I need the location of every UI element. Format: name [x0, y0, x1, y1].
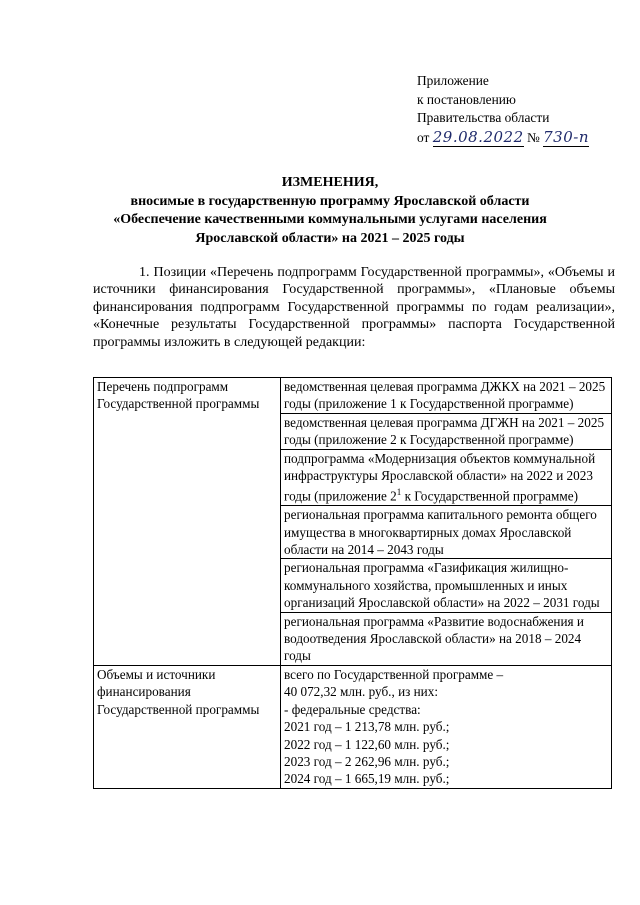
subprogram-cell: региональная программа «Газификация жилищно-коммунального хозяйства, промышленных и иных организаций Ярославской области» на 2022 – 2031 годы — [281, 559, 612, 612]
funding-line: 2024 год – 1 665,19 млн. руб.; — [284, 771, 450, 787]
annex-line-1: Приложение — [417, 73, 489, 88]
subprogram-cell: региональная программа «Развитие водоснабжения и водоотведения Ярославской области» на 2018 – 2024 годы — [281, 612, 612, 665]
funding-line: 2023 год – 2 262,96 млн. руб.; — [284, 753, 450, 769]
passport-table — [93, 377, 612, 789]
from-label: от — [417, 129, 430, 145]
annex-line-3: Правительства области — [417, 110, 550, 125]
table-row — [94, 378, 612, 414]
title-line-4: Ярославской области» на 2021 – 2025 годы — [195, 230, 465, 246]
funding-line: - федеральные средства: — [284, 701, 421, 717]
funding-line: 2022 год – 1 122,60 млн. руб.; — [284, 736, 450, 752]
subprogram-cell: ведомственная целевая программа ДГЖН на 2021 – 2025 годы (приложение 2 к Государственной программе) — [281, 413, 612, 449]
row-label-funding: Объемы и источники финансирования Государственной программы — [94, 665, 281, 788]
funding-line: 2021 год – 1 213,78 млн. руб.; — [284, 719, 450, 735]
title-line-2: вносимые в государственную программу Ярославской области — [130, 193, 530, 209]
title-line-3: «Обеспечение качественными коммунальными услугами населения — [113, 212, 547, 227]
subprogram-cell: подпрограмма «Модернизация объектов коммунальной инфраструктуры Ярославской области» на 2022 и 2023 годы (приложение $2^1$ к Государственной программе) — [281, 449, 612, 506]
annex-line-2: к постановлению — [417, 91, 516, 107]
funding-line: всего по Государственной программе – — [284, 666, 504, 682]
superscript-one: 1 — [396, 487, 402, 498]
handwritten-number: 730-п — [543, 127, 589, 146]
funding-cell — [281, 665, 612, 788]
row-label-subprograms: Перечень подпрограмм Государственной программы — [94, 378, 281, 666]
title-line-1: ИЗМЕНЕНИЯ, — [281, 175, 379, 190]
annex-block — [417, 72, 589, 147]
intro-paragraph: 1. Позиции «Перечень подпрограмм Государственной программы», «Объемы и источники финансирования Государственной программы», «Плановые объемы финансирования подпрограмм Государственной программы по годам реализации», «Конечные результаты Государственной программы» паспорта Государственной программы изложить в следующей редакции: — [93, 265, 615, 350]
funding-line: 40 072,32 млн. руб., из них: — [284, 684, 438, 700]
number-label: № — [526, 129, 540, 145]
subprogram-cell: ведомственная целевая программа ДЖКХ на 2021 – 2025 годы (приложение 1 к Государственной программе) — [281, 378, 612, 414]
document-title — [90, 174, 570, 248]
table-row — [94, 665, 612, 788]
subprogram-cell: региональная программа капитального ремонта общего имущества в многоквартирных домах Ярославской области на 2014 – 2043 годы — [281, 506, 612, 559]
handwritten-date: 29.08.2022 — [432, 127, 524, 146]
annex-date-line — [417, 128, 589, 148]
